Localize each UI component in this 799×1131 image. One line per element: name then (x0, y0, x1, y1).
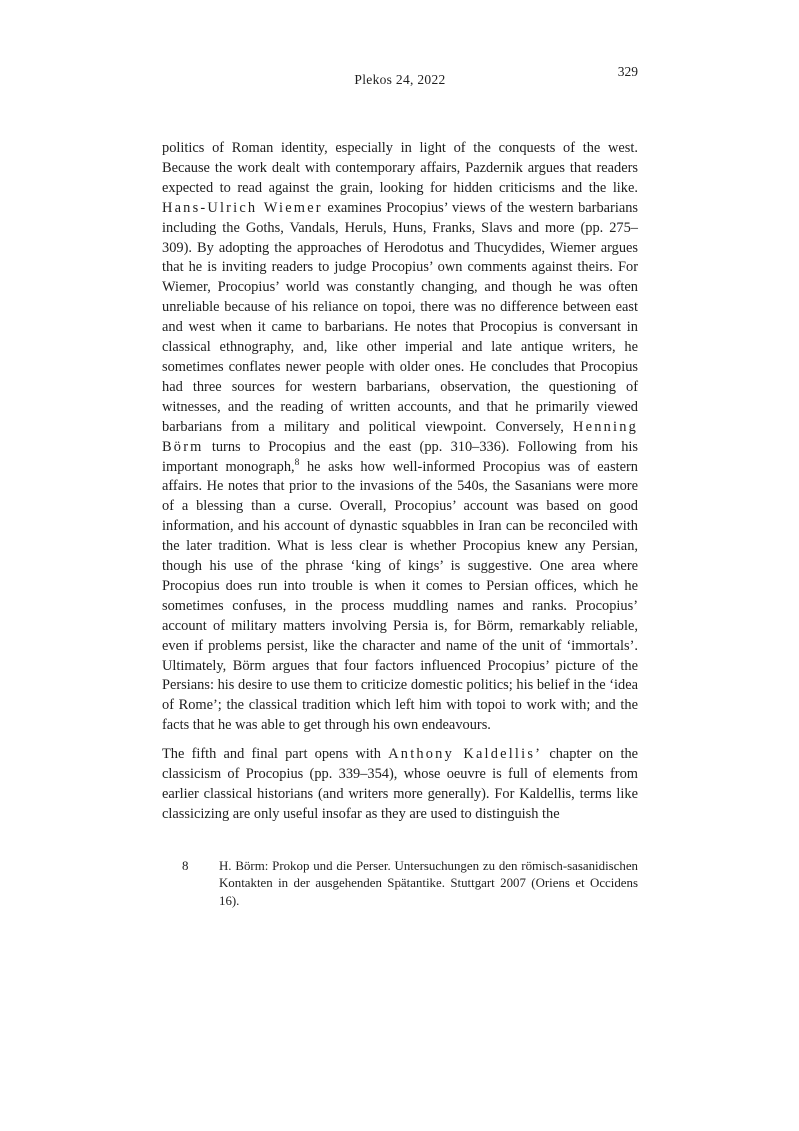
paragraph-1 (162, 139, 638, 736)
body-text-run: turns to Procopius and the east (pp. 310–336). Following from his important monograph, (162, 438, 638, 475)
body-text-run: chapter on the classicism of Procopius (pp. 339–354), whose oeuvre is full of elements from earlier classical historians (and writers more generally). For Kaldellis, terms like classicizing are only useful insofar as they are used to distinguish the (162, 746, 639, 822)
body-text-run: The fifth and final part opens with (162, 746, 389, 763)
footnote-reference: 8 (294, 457, 300, 468)
running-title: Plekos 24, 2022 (354, 72, 446, 87)
person-name: Anthony Kaldellis’ (388, 746, 543, 763)
body-text-run: politics of Roman identity, especially in light of the conquests of the west. Because the work dealt with contemporary affairs, Pazdernik argues that readers expected to read against the grain, looking for hidden criticisms and the like. (162, 140, 638, 196)
person-name: Hans-Ulrich Wiemer (162, 199, 323, 216)
body-text-run: he asks how well-informed Procopius was of eastern affairs. He notes that prior to the invasions of the 540s, the Sasanians were more of a blessing than a curse. Overall, Procopius’ account was based on good information, and his account of dynastic squabbles in Iran can be reconciled with the later tradition. What is less clear is whether Procopius knew any Persian, though his use of the phrase ‘king of kings’ is suggestive. One area where Procopius does run into trouble is when it comes to Persian offices, which he sometimes confuses, in the process muddling names and ranks. Procopius’ account of military matters involving Persia is, for Börm, remarkably reliable, even if problems persist, like the character and name of the unit of ‘immortals’. Ultimately, Börm argues that four factors influenced Procopius’ picture of the Persians: his desire to use them to criticize domestic politics; his belief in the ‘idea of Rome’; the classical tradition which left him with topoi to work with; and the facts that he was able to get through his own endeavours. (162, 458, 638, 734)
page-header (162, 64, 638, 88)
footnote-number: 8 (182, 859, 189, 873)
page-number: 329 (617, 64, 638, 79)
article-body (162, 139, 638, 825)
body-text-run: examines Procopius’ views of the western barbarians including the Goths, Vandals, Heruls, Huns, Franks, Slavs and more (pp. 275–309). By adopting the approaches of Herodotus and Thucydides, Wiemer argues that he is inviting readers to judge Procopius’ own comments against theirs. For Wiemer, Procopius’ world was constantly changing, and though he was often unreliable because of his reliance on topoi, there was no difference between east and west when it came to barbarians. He notes that Procopius is conversant in classical ethnography, and, like other imperial and late antique writers, he sometimes conflates newer people with older ones. He concludes that Procopius had three sources for western barbarians, observation, the questioning of witnesses, and the reading of written accounts, and that he primarily viewed barbarians from a military and political viewpoint. Conversely, (162, 199, 638, 435)
footnote-text: H. Börm: Prokop und die Perser. Untersuchungen zu den römisch-sasanidischen Kontakten in der ausgehenden Spätantike. Stuttgart 2007 (Oriens et Occidens 16). (219, 859, 638, 908)
paragraph-2 (162, 745, 638, 825)
footnote (182, 858, 638, 910)
person-name: Henning Börm (162, 418, 638, 455)
